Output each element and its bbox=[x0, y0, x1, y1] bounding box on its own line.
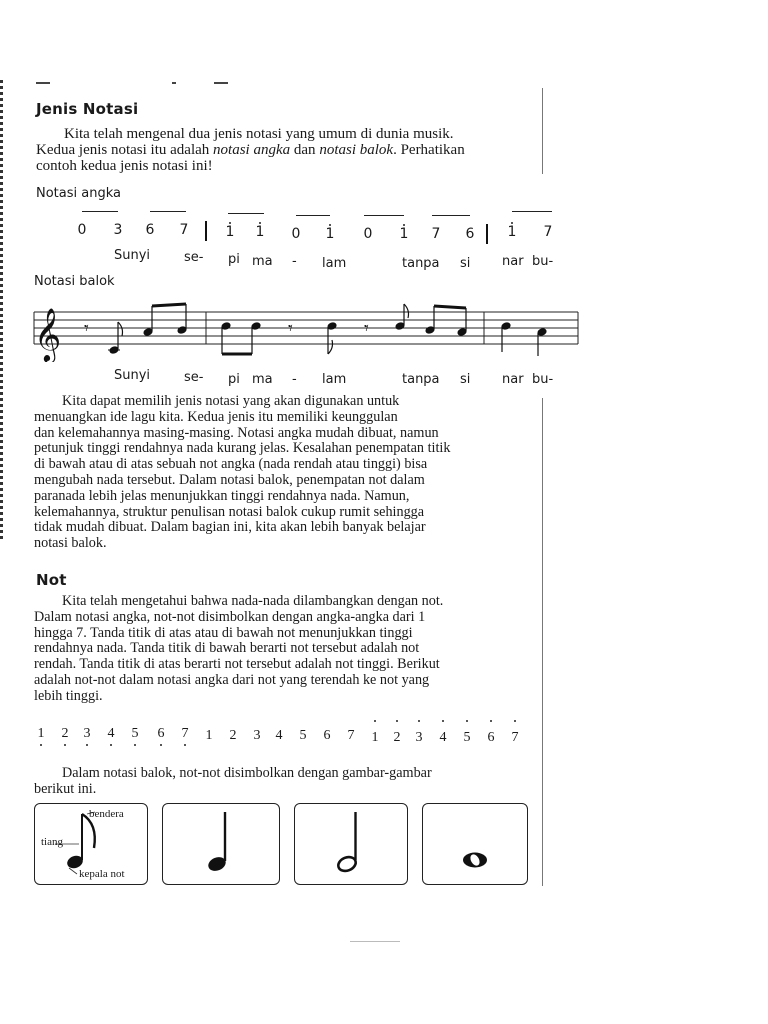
margin-line-2 bbox=[542, 398, 543, 886]
angka-note: 6 bbox=[465, 226, 475, 242]
scale-note: 4 bbox=[439, 730, 447, 745]
bendera-label: bendera bbox=[89, 808, 124, 820]
comparison-paragraph bbox=[34, 394, 540, 552]
low-dot bbox=[64, 744, 66, 746]
scale-note: 7 bbox=[511, 730, 519, 745]
margin-line-1 bbox=[542, 88, 543, 174]
notasi-balok-term: notasi balok bbox=[319, 142, 394, 158]
scale-note: 3 bbox=[415, 730, 423, 745]
header-remnant-3 bbox=[214, 82, 228, 84]
beamed-notes bbox=[221, 322, 261, 354]
scale-note: 2 bbox=[61, 726, 69, 741]
text-line: tidak mudah dibuat. Dalam bagian ini, kita akan lebih banyak belajar bbox=[34, 519, 426, 536]
lyric: tanpa bbox=[402, 372, 440, 387]
text-line: rendah. Tanda titik di atas berarti not tersebut adalah not tinggi. Berikut bbox=[34, 656, 440, 673]
low-dot bbox=[160, 744, 162, 746]
quarter-note-box bbox=[162, 803, 280, 885]
eighth-rest: 𝄾 bbox=[288, 318, 293, 339]
binding-edge bbox=[0, 80, 3, 540]
angka-note: 0 bbox=[77, 222, 87, 238]
lyric: ma bbox=[252, 254, 273, 269]
beam-line bbox=[296, 215, 330, 216]
lyric: lam bbox=[322, 256, 347, 271]
high-dot bbox=[329, 224, 331, 226]
intro-paragraph bbox=[36, 126, 536, 174]
text-line: berikut ini. bbox=[34, 780, 97, 797]
angka-note: 1 bbox=[325, 226, 335, 242]
balok-intro-paragraph bbox=[34, 766, 540, 798]
high-dot bbox=[466, 720, 468, 722]
lyric: pi bbox=[228, 252, 240, 267]
beam-line bbox=[364, 215, 404, 216]
scale-note: 4 bbox=[275, 728, 283, 743]
high-dot bbox=[418, 720, 420, 722]
beam-line bbox=[82, 211, 118, 212]
intro-line-2: Kedua jenis notasi itu adalah notasi angka dan notasi balok. Perhatikan bbox=[36, 142, 465, 158]
scale-note: 1 bbox=[371, 730, 379, 745]
high-dot bbox=[514, 720, 516, 722]
angka-note: 3 bbox=[113, 222, 123, 238]
lyric: ma bbox=[252, 372, 273, 387]
music-staff bbox=[30, 292, 590, 362]
scale-note: 7 bbox=[181, 726, 189, 741]
low-dot bbox=[40, 744, 42, 746]
eighth-rest: 𝄾 bbox=[364, 318, 369, 339]
text-line: mengubah nada tersebut. Dalam notasi balok, penempatan not dalam bbox=[34, 471, 425, 488]
high-dot bbox=[259, 222, 261, 224]
angka-note: 0 bbox=[363, 226, 373, 242]
notasi-angka-label: Notasi angka bbox=[36, 186, 121, 201]
scale-note: 1 bbox=[37, 726, 45, 741]
scale-note: 2 bbox=[229, 728, 237, 743]
scale-note: 1 bbox=[205, 728, 213, 743]
high-dot bbox=[442, 720, 444, 722]
eighth-rest: 𝄾 bbox=[84, 318, 89, 339]
text-line: adalah not-not dalam notasi angka dari not yang terendah ke not yang bbox=[34, 671, 430, 688]
text-line: menuangkan ide lagu kita. Kedua jenis itu memiliki keunggulan bbox=[34, 408, 398, 425]
angka-note: 1 bbox=[225, 224, 235, 240]
eighth-note bbox=[108, 322, 123, 354]
scale-note: 5 bbox=[463, 730, 471, 745]
scale-note: 4 bbox=[107, 726, 115, 741]
high-dot bbox=[374, 720, 376, 722]
scale-note: 5 bbox=[131, 726, 139, 741]
notasi-balok-label: Notasi balok bbox=[34, 274, 115, 289]
section-heading-jenis-notasi: Jenis Notasi bbox=[36, 100, 139, 118]
notasi-angka-term: notasi angka bbox=[213, 142, 291, 158]
angka-note: 1 bbox=[255, 224, 265, 240]
lyric: lam bbox=[322, 372, 347, 387]
lyric: se- bbox=[184, 250, 204, 265]
scale-note: 7 bbox=[347, 728, 355, 743]
angka-note: 1 bbox=[507, 224, 517, 240]
angka-note: 7 bbox=[179, 222, 189, 238]
text-line: kelemahannya, struktur penulisan notasi balok cukup rumit sehingga bbox=[34, 503, 425, 520]
barline bbox=[205, 221, 207, 241]
text-line: di bawah atau di atas sebuah not angka (nada rendah atau tinggi) bisa bbox=[34, 456, 428, 473]
text-line: lebih tinggi. bbox=[34, 687, 103, 704]
eighth-note bbox=[327, 322, 337, 354]
scale-note: 2 bbox=[393, 730, 401, 745]
lyric: pi bbox=[228, 372, 240, 387]
lyric: bu- bbox=[532, 372, 554, 387]
footer-line bbox=[350, 941, 400, 942]
text-line: petunjuk tinggi rendahnya nada kurang jelas. Kesalahan penempatan titik bbox=[34, 440, 451, 457]
high-dot bbox=[229, 222, 231, 224]
high-dot bbox=[490, 720, 492, 722]
angka-note: 7 bbox=[543, 224, 553, 240]
half-note-box bbox=[294, 803, 408, 885]
text-line: Dalam notasi angka, not-not disimbolkan dengan angka-angka dari 1 bbox=[34, 608, 426, 625]
lyric: bu- bbox=[532, 254, 554, 269]
intro-line-3: contoh kedua jenis notasi ini! bbox=[36, 158, 213, 174]
scale-note: 5 bbox=[299, 728, 307, 743]
angka-note: 6 bbox=[145, 222, 155, 238]
lyric: se- bbox=[184, 370, 204, 385]
kepala-not-label: kepala not bbox=[79, 868, 125, 880]
whole-note-icon bbox=[423, 804, 527, 884]
intro-line-1: Kita telah mengenal dua jenis notasi yang umum di dunia musik. bbox=[64, 126, 454, 142]
lyric: nar bbox=[502, 372, 524, 387]
treble-clef: 𝄞 bbox=[34, 307, 62, 361]
text-line: dan kelemahannya masing-masing. Notasi angka mudah dibuat, namun bbox=[34, 424, 439, 441]
low-dot bbox=[134, 744, 136, 746]
lyric: si bbox=[460, 372, 471, 387]
lyric: Sunyi bbox=[114, 368, 151, 383]
high-dot bbox=[396, 720, 398, 722]
half-note-icon bbox=[295, 804, 407, 884]
not-paragraph bbox=[34, 594, 540, 705]
angka-note: 7 bbox=[431, 226, 441, 242]
eighth-notes bbox=[501, 322, 547, 356]
high-dot bbox=[511, 222, 513, 224]
high-dot bbox=[403, 224, 405, 226]
text-line: hingga 7. Tanda titik di atas atau di bawah not menunjukkan tinggi bbox=[34, 624, 413, 641]
quarter-note-icon bbox=[163, 804, 279, 884]
text-line: rendahnya nada. Tanda titik di bawah berarti not tersebut adalah not bbox=[34, 640, 420, 657]
text-line: paranada lebih jelas menunjukkan tinggi rendahnya nada. Namun, bbox=[34, 487, 410, 504]
text-line: Kita telah mengetahui bahwa nada-nada dilambangkan dengan not. bbox=[62, 593, 444, 609]
lyric: Sunyi bbox=[114, 248, 151, 263]
angka-note: 1 bbox=[399, 226, 409, 242]
beam-line bbox=[432, 215, 470, 216]
scale-note: 3 bbox=[83, 726, 91, 741]
beam-line bbox=[512, 211, 552, 212]
barline bbox=[486, 224, 488, 244]
tiang-label: tiang bbox=[41, 836, 63, 848]
low-dot bbox=[184, 744, 186, 746]
header-remnant-2 bbox=[172, 82, 176, 84]
lyric: - bbox=[292, 372, 297, 387]
scale-note: 6 bbox=[157, 726, 165, 741]
text-line: Kita dapat memilih jenis notasi yang akan digunakan untuk bbox=[62, 393, 400, 409]
scale-note: 6 bbox=[323, 728, 331, 743]
lyric: si bbox=[460, 256, 471, 271]
whole-note-box bbox=[422, 803, 528, 885]
low-dot bbox=[110, 744, 112, 746]
scale-note: 3 bbox=[253, 728, 261, 743]
lyric: nar bbox=[502, 254, 524, 269]
header-remnant bbox=[36, 82, 50, 84]
angka-note: 0 bbox=[291, 226, 301, 242]
low-dot bbox=[86, 744, 88, 746]
beam-line bbox=[150, 211, 186, 212]
beam-line bbox=[228, 213, 264, 214]
text-line: Dalam notasi balok, not-not disimbolkan dengan gambar-gambar bbox=[62, 765, 432, 781]
text-line: notasi balok. bbox=[34, 535, 107, 552]
section-heading-not: Not bbox=[36, 571, 67, 589]
lyric: - bbox=[292, 254, 297, 269]
lyric: tanpa bbox=[402, 256, 440, 271]
eighth-note-box bbox=[34, 803, 148, 885]
scale-note: 6 bbox=[487, 730, 495, 745]
